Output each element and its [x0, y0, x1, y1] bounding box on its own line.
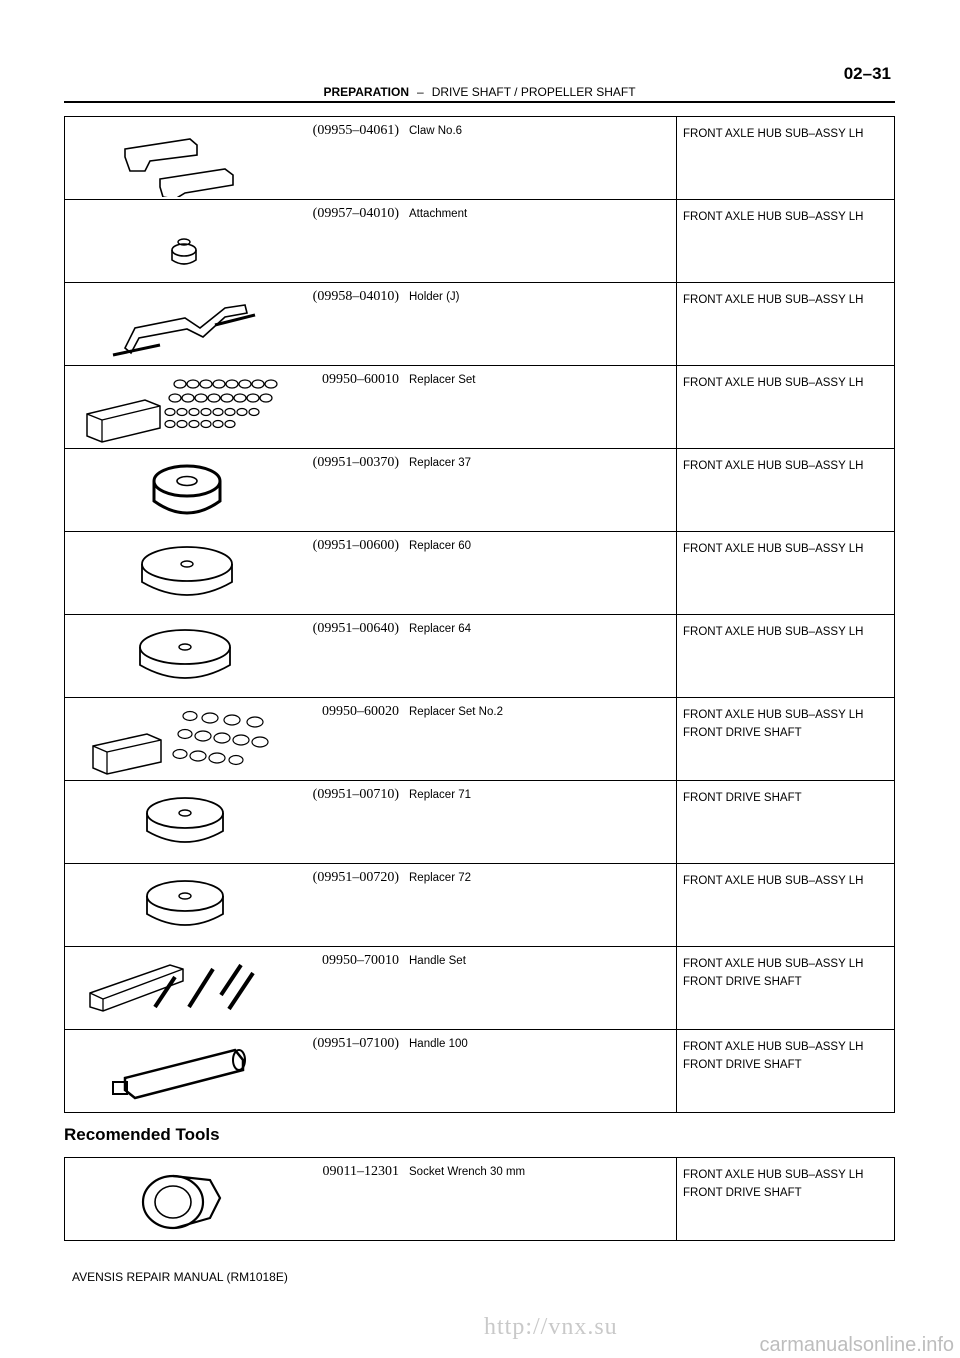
tool-name: Replacer 72: [403, 864, 677, 947]
part-number: 09950–60010: [322, 372, 399, 387]
table-row: [65, 615, 895, 698]
part-number: 09950–70010: [322, 953, 399, 968]
brand-watermark: carmanualsonline.info: [759, 1334, 954, 1356]
tool-name: Handle 100: [403, 1030, 677, 1113]
tool-image-cell: [65, 449, 404, 532]
usage-line: FRONT AXLE HUB SUB–ASSY LH: [683, 460, 864, 472]
tool-name: Claw No.6: [403, 117, 677, 200]
usage-line: FRONT AXLE HUB SUB–ASSY LH: [683, 626, 864, 638]
tool-name: Replacer 60: [403, 532, 677, 615]
tool-image-cell: [65, 864, 404, 947]
page-header: [64, 60, 895, 100]
part-number: (09951–00720): [312, 870, 399, 885]
tool-usage: [677, 283, 895, 366]
usage-line: FRONT AXLE HUB SUB–ASSY LH: [683, 1041, 864, 1053]
part-number: (09951–00640): [312, 621, 399, 636]
part-number: (09955–04061): [312, 123, 399, 138]
usage-line: FRONT AXLE HUB SUB–ASSY LH: [683, 211, 864, 223]
replacer-60-illustration: [75, 542, 275, 612]
usage-line: FRONT DRIVE SHAFT: [683, 792, 802, 804]
tool-image-cell: [65, 366, 404, 449]
header-rule: [64, 101, 895, 103]
usage-line: FRONT AXLE HUB SUB–ASSY LH: [683, 294, 864, 306]
recommended-tools-heading: Recomended Tools: [64, 1125, 220, 1144]
table-row: [65, 947, 895, 1030]
part-number: 09950–60020: [322, 704, 399, 719]
table-row: [65, 283, 895, 366]
usage-line: FRONT AXLE HUB SUB–ASSY LH: [683, 1169, 864, 1181]
usage-line: FRONT DRIVE SHAFT: [683, 727, 802, 739]
tool-usage: [677, 781, 895, 864]
table-row: [65, 449, 895, 532]
replacer-64-illustration: [75, 625, 275, 695]
tool-name: Socket Wrench 30 mm: [403, 1158, 677, 1241]
header-title: [64, 85, 895, 99]
holder-illustration: [75, 293, 275, 363]
footer-text: AVENSIS REPAIR MANUAL (RM1018E): [72, 1270, 288, 1284]
tool-image-cell: [65, 698, 404, 781]
tool-usage: [677, 698, 895, 781]
tool-name: Replacer 37: [403, 449, 677, 532]
usage-line: FRONT AXLE HUB SUB–ASSY LH: [683, 709, 864, 721]
tool-image-cell: [65, 200, 404, 283]
tool-image-cell: [65, 283, 404, 366]
table-row: [65, 781, 895, 864]
replacer-set-illustration: [75, 376, 285, 446]
tool-image-cell: [65, 1030, 404, 1113]
replacer-set-no2-illustration: [75, 708, 285, 778]
claw-illustration: [75, 127, 275, 197]
replacer-37-illustration: [75, 459, 275, 529]
handle-set-illustration: [75, 957, 285, 1027]
header-separator: –: [417, 85, 424, 99]
tool-image-cell: [65, 781, 404, 864]
watermark-link[interactable]: http://vnx.su: [484, 1314, 618, 1340]
header-section: PREPARATION: [323, 85, 410, 99]
tool-usage: [677, 1030, 895, 1113]
part-number: (09957–04010): [312, 206, 399, 221]
usage-line: FRONT AXLE HUB SUB–ASSY LH: [683, 875, 864, 887]
sst-table: [64, 116, 895, 1113]
replacer-72-illustration: [75, 874, 275, 944]
usage-line: FRONT AXLE HUB SUB–ASSY LH: [683, 543, 864, 555]
usage-line: FRONT AXLE HUB SUB–ASSY LH: [683, 958, 864, 970]
usage-line: FRONT DRIVE SHAFT: [683, 1059, 802, 1071]
part-number: (09958–04010): [312, 289, 399, 304]
table-row: [65, 117, 895, 200]
replacer-71-illustration: [75, 791, 275, 861]
usage-line: FRONT DRIVE SHAFT: [683, 976, 802, 988]
tool-image-cell: [65, 532, 404, 615]
tool-usage: [677, 449, 895, 532]
tool-usage: [677, 117, 895, 200]
tool-name: Replacer 64: [403, 615, 677, 698]
tool-usage: [677, 532, 895, 615]
part-number: (09951–00600): [312, 538, 399, 553]
part-number: 09011–12301: [322, 1164, 399, 1179]
tool-image-cell: [65, 615, 404, 698]
handle-100-illustration: [75, 1040, 285, 1110]
table-row: [65, 864, 895, 947]
table-row: [65, 366, 895, 449]
tool-usage: [677, 200, 895, 283]
part-number: (09951–00370): [312, 455, 399, 470]
usage-line: FRONT AXLE HUB SUB–ASSY LH: [683, 128, 864, 140]
table-row: [65, 698, 895, 781]
page-number: 02–31: [843, 64, 891, 83]
tool-name: Attachment: [403, 200, 677, 283]
table-row: [65, 200, 895, 283]
usage-line: FRONT DRIVE SHAFT: [683, 1187, 802, 1199]
table-row: [65, 1158, 895, 1241]
table-row: [65, 532, 895, 615]
attachment-illustration: [75, 210, 275, 280]
tool-image-cell: [65, 947, 404, 1030]
tool-usage: [677, 366, 895, 449]
tool-image-cell: [65, 1158, 404, 1241]
part-number: (09951–00710): [312, 787, 399, 802]
tool-usage: [677, 615, 895, 698]
tool-name: Replacer 71: [403, 781, 677, 864]
tool-image-cell: [65, 117, 404, 200]
tool-name: Replacer Set No.2: [403, 698, 677, 781]
tool-usage: [677, 947, 895, 1030]
table-row: [65, 1030, 895, 1113]
usage-line: FRONT AXLE HUB SUB–ASSY LH: [683, 377, 864, 389]
tool-name: Replacer Set: [403, 366, 677, 449]
tool-usage: [677, 1158, 895, 1241]
tool-usage: [677, 864, 895, 947]
tool-name: Handle Set: [403, 947, 677, 1030]
tool-name: Holder (J): [403, 283, 677, 366]
header-subsection: DRIVE SHAFT / PROPELLER SHAFT: [431, 85, 636, 99]
recommended-tools-table: [64, 1157, 895, 1241]
part-number: (09951–07100): [312, 1036, 399, 1051]
socket-wrench-illustration: [75, 1168, 275, 1238]
